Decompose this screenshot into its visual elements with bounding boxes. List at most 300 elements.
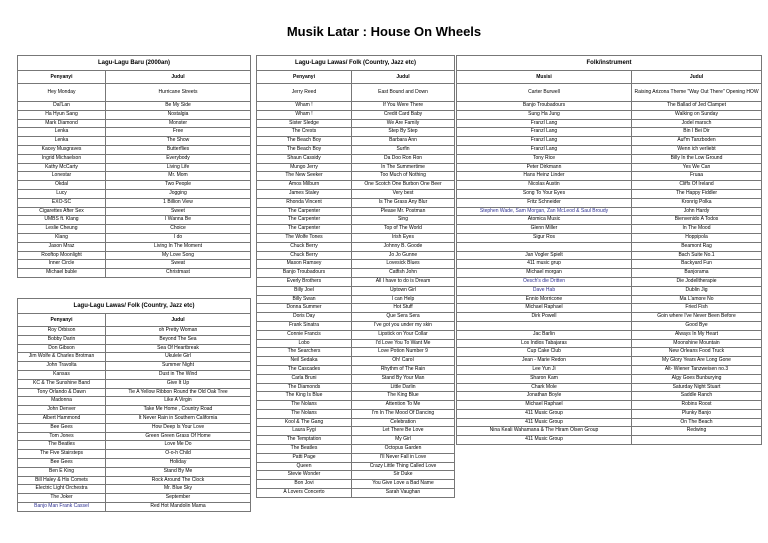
artist-cell: Jac Barlin (457, 330, 632, 339)
table-title: Folk/instrument (457, 56, 762, 71)
artist-cell: Lucy (18, 189, 106, 198)
table-row (457, 189, 762, 198)
song-title-cell: Let There Be Love (352, 427, 455, 436)
artist-cell: Rhonda Vincent (257, 198, 352, 207)
artist-cell: Chuck Berry (257, 251, 352, 260)
table-row (457, 401, 762, 410)
song-title-cell: Beamont Rag (632, 242, 762, 251)
table-row (18, 251, 251, 260)
artist-cell: Everly Brothers (257, 277, 352, 286)
table-row (457, 304, 762, 313)
artist-cell: Mason Ramsey (257, 260, 352, 269)
artist-cell: Cup Cake Club (457, 348, 632, 357)
table-title: Lagu-Lagu Lawas/ Folk (Country, Jazz etc) (18, 299, 251, 314)
song-title-cell: Everybody (106, 154, 251, 163)
song-title-cell: Please Mr. Postman (352, 207, 455, 216)
table-row (18, 137, 251, 146)
song-title-cell: Uptown Girl (352, 286, 455, 295)
song-title-cell: Rhythm of The Rain (352, 365, 455, 374)
artist-cell: Lenka (18, 137, 106, 146)
song-title-cell: Always In My Heart (632, 330, 762, 339)
table-row (457, 357, 762, 366)
artist-cell (457, 321, 632, 330)
song-title-cell: Two People (106, 181, 251, 190)
song-title-cell: Fried Fish (632, 304, 762, 313)
song-title-cell: September (106, 494, 251, 503)
artist-cell: The Five Stairsteps (18, 450, 106, 459)
artist-cell: The Carpenter (257, 216, 352, 225)
artist-cell: Glenn Miller (457, 225, 632, 234)
table-row (18, 269, 251, 278)
song-title-cell: Raising Arizona Theme "Way Out There" Opening HOW (632, 84, 762, 102)
table-row (18, 370, 251, 379)
artist-cell: 411 Music Group (457, 436, 632, 445)
artist-cell: Jean - Marie Redon (457, 357, 632, 366)
song-title-cell: Hot Stuff (352, 304, 455, 313)
song-title-cell: Walking on Sunday (632, 110, 762, 119)
table-row (257, 225, 455, 234)
artist-cell: Neil Sedaka (257, 357, 352, 366)
song-title-cell: Billy In the Low Ground (632, 154, 762, 163)
table-row (457, 321, 762, 330)
table-row (457, 216, 762, 225)
artist-cell: Jim Wolfe & Charles Brotman (18, 353, 106, 362)
table-title: Lagu-Lagu Baru (2000an) (18, 56, 251, 71)
song-title-cell: You Give Love a Bad Name (352, 480, 455, 489)
song-title-cell: The King Blue (352, 392, 455, 401)
table-row (257, 409, 455, 418)
song-title-cell: Living In The Moment (106, 242, 251, 251)
artist-cell: 411 Music Group (457, 409, 632, 418)
song-title-cell: Mr. Mom (106, 172, 251, 181)
song-title-cell: I'm In The Mood Of Dancing (352, 409, 455, 418)
table-row (257, 453, 455, 462)
artist-cell: Tom Jones (18, 432, 106, 441)
song-title-cell: Wenn ich verliebt (632, 145, 762, 154)
table-row (257, 242, 455, 251)
song-title-cell: Too Much of Nothing (352, 172, 455, 181)
table-row (457, 102, 762, 111)
table-row (18, 450, 251, 459)
artist-cell: Kansas (18, 370, 106, 379)
table-row (257, 357, 455, 366)
table-row (457, 436, 762, 445)
song-title-cell: Da Doo Ron Ron (352, 154, 455, 163)
song-title-cell: Hoppipola (632, 233, 762, 242)
song-title-cell: Very best (352, 189, 455, 198)
artist-cell: Billy Swan (257, 295, 352, 304)
song-title-cell: On The Beach (632, 418, 762, 427)
column-header: Judul (106, 314, 251, 327)
artist-cell: Banjo Troubadours (457, 102, 632, 111)
artist-cell: Mungo Jerry (257, 163, 352, 172)
table-row (18, 110, 251, 119)
artist-cell: The Joker (18, 494, 106, 503)
song-title-cell: Surfin (352, 145, 455, 154)
column-header: Judul (106, 71, 251, 84)
artist-cell: Rooftop Moonlight (18, 251, 106, 260)
song-title-cell: Sing (352, 216, 455, 225)
song-title-cell: All I have to do is Dream (352, 277, 455, 286)
artist-cell: The Cascades (257, 365, 352, 374)
table-row (18, 362, 251, 371)
song-title-cell: How Deep Is Your Love (106, 423, 251, 432)
song-title-cell: Love Me Do (106, 441, 251, 450)
song-title-cell: Green Green Grass Of Home (106, 432, 251, 441)
column-header: Penyanyi (257, 71, 352, 84)
table-row (18, 181, 251, 190)
song-title-cell: I Wanna Be (106, 216, 251, 225)
table-row (18, 458, 251, 467)
table-row (257, 401, 455, 410)
song-title-cell: It Never Rain in Southern California (106, 414, 251, 423)
artist-cell: The Temptation (257, 436, 352, 445)
song-title-cell: Top of The World (352, 225, 455, 234)
artist-cell: Chuck Berry (257, 242, 352, 251)
song-title-cell: Tie A Yellow Ribbon Round the Old Oak Tree (106, 388, 251, 397)
table-row (257, 383, 455, 392)
song-title-cell: 1 Billion View (106, 198, 251, 207)
table-row (457, 313, 762, 322)
table-row (257, 233, 455, 242)
artist-cell: Albert Hammond (18, 414, 106, 423)
table-row (257, 137, 455, 146)
song-title-cell: Is The Grass Any Blur (352, 198, 455, 207)
song-title-cell: Johnny B. Goode (352, 242, 455, 251)
table-row (257, 277, 455, 286)
song-title-cell: Give It Up (106, 379, 251, 388)
table-row (457, 137, 762, 146)
artist-cell: Jason Mraz (18, 242, 106, 251)
song-title-cell: Yes We Can (632, 163, 762, 172)
table-row (18, 145, 251, 154)
artist-cell: The King Is Blue (257, 392, 352, 401)
song-title-cell: Backyard Fun (632, 260, 762, 269)
song-title-cell: Plunky Banjo (632, 409, 762, 418)
song-title-cell: Robins Roost (632, 401, 762, 410)
table-row (257, 189, 455, 198)
song-title-cell: Sweet (106, 207, 251, 216)
artist-cell: Tony Orlando & Dawn (18, 388, 106, 397)
artist-cell: Nicolas Austin (457, 181, 632, 190)
table-row (257, 84, 455, 102)
song-title-cell: I've got you under my skin (352, 321, 455, 330)
table-row (257, 313, 455, 322)
artist-cell: Dave Hab (457, 286, 632, 295)
artist-cell: Fritz Schneider (457, 198, 632, 207)
artist-cell: The Diamonds (257, 383, 352, 392)
artist-cell: Wham ! (257, 110, 352, 119)
artist-cell: The Carpenter (257, 207, 352, 216)
table-row (18, 485, 251, 494)
artist-cell: Connie Francis (257, 330, 352, 339)
artist-cell: Song To Your Eyes (457, 189, 632, 198)
artist-cell: Lonestar (18, 172, 106, 181)
song-title-cell: The Show (106, 137, 251, 146)
artist-cell: KC & The Sunshine Band (18, 379, 106, 388)
song-title-cell: Auf'm Tanzboden (632, 137, 762, 146)
artist-cell: The Beatles (18, 441, 106, 450)
table-row (18, 397, 251, 406)
artist-cell: Mark Diamond (18, 119, 106, 128)
table-row (18, 414, 251, 423)
table-row (18, 467, 251, 476)
song-title-cell: If You Were There (352, 102, 455, 111)
song-title-cell: The Ballad of Jed Clampet (632, 102, 762, 111)
song-title-cell: Christmast (106, 269, 251, 278)
artist-cell: 411 Music Group (457, 418, 632, 427)
song-title-cell: Attention To Me (352, 401, 455, 410)
table-row (18, 494, 251, 503)
artist-cell: Dirk Powell (457, 313, 632, 322)
song-title-cell: Crazy Little Thing Called Love (352, 462, 455, 471)
table-row (257, 374, 455, 383)
song-title-cell: We Are Family (352, 119, 455, 128)
table-row (18, 432, 251, 441)
artist-cell: John Travolta (18, 362, 106, 371)
table-row (257, 207, 455, 216)
artist-cell: John Denver (18, 406, 106, 415)
column-header: Judul (352, 71, 455, 84)
song-title-cell: Saturday Night Stuart (632, 383, 762, 392)
artist-cell: Michael buble (18, 269, 106, 278)
table-row (257, 163, 455, 172)
artist-cell: Carla Bruni (257, 374, 352, 383)
table-row (18, 502, 251, 511)
table-row (18, 379, 251, 388)
artist-cell: Peter Dirkmann (457, 163, 632, 172)
song-title-cell: Be My Side (106, 102, 251, 111)
song-title-cell: Cliffs Of Ireland (632, 181, 762, 190)
artist-cell: Jerry Reed (257, 84, 352, 102)
artist-cell: Tony Rice (457, 154, 632, 163)
table-row (18, 476, 251, 485)
artist-cell: Bee Gees (18, 423, 106, 432)
table-row (457, 163, 762, 172)
table-folk-instrument (456, 55, 762, 445)
artist-cell: Okdal (18, 181, 106, 190)
table-row (18, 225, 251, 234)
artist-cell: Franzl Lang (457, 128, 632, 137)
artist-cell: Ben E King (18, 467, 106, 476)
table-row (457, 339, 762, 348)
artist-cell: A Lovers Concerto (257, 489, 352, 498)
song-title-cell: Living Life (106, 163, 251, 172)
song-title-cell: East Bound and Down (352, 84, 455, 102)
table-row (18, 128, 251, 137)
song-title-cell: Sea Of Heartbreak (106, 344, 251, 353)
artist-cell: Don Gibson (18, 344, 106, 353)
table-row (457, 251, 762, 260)
song-title-cell: Like A Virgin (106, 397, 251, 406)
table-row (18, 233, 251, 242)
song-title-cell: Jogging (106, 189, 251, 198)
song-title-cell: Jodel marsch (632, 119, 762, 128)
artist-cell: Cigarettes After Sex (18, 207, 106, 216)
artist-cell: Kathy McCarty (18, 163, 106, 172)
table-row (18, 84, 251, 102)
song-title-cell: Love Potion Number 9 (352, 348, 455, 357)
artist-cell: Ingrid Michaelson (18, 154, 106, 163)
artist-cell: Franzl Lang (457, 145, 632, 154)
artist-cell: Michael Raphael (457, 304, 632, 313)
table-row (257, 330, 455, 339)
artist-cell: Lobo (257, 339, 352, 348)
artist-cell: James Staley (257, 189, 352, 198)
song-title-cell: oh Pretty Woman (106, 327, 251, 336)
artist-cell: Stevie Wonder (257, 471, 352, 480)
artist-cell: Jonathan Boyle (457, 392, 632, 401)
artist-cell: Hey Monday (18, 84, 106, 102)
column-header: Judul (632, 71, 762, 84)
artist-cell: Wham ! (257, 102, 352, 111)
column-header: Penyanyi (18, 71, 106, 84)
song-title-cell: My Girl (352, 436, 455, 445)
table-row (257, 154, 455, 163)
song-title-cell: Die Jodelltherapie (632, 277, 762, 286)
artist-cell: Bee Gees (18, 458, 106, 467)
song-title-cell: Sarah Vaughan (352, 489, 455, 498)
page-title: Musik Latar : House On Wheels (286, 24, 482, 39)
artist-cell: Bon Jovi (257, 480, 352, 489)
table-row (457, 427, 762, 436)
song-title-cell: In The Summertime (352, 163, 455, 172)
artist-cell: Kacey Musgraves (18, 145, 106, 154)
table-row (18, 163, 251, 172)
artist-cell: Jan Vogler Spielt (457, 251, 632, 260)
artist-cell: Roy Orbison (18, 327, 106, 336)
table-row (257, 128, 455, 137)
table-row (257, 286, 455, 295)
table-row (257, 269, 455, 278)
table-row (18, 102, 251, 111)
song-title-cell: Mr. Blue Sky (106, 485, 251, 494)
table-row (457, 172, 762, 181)
artist-cell: EXO-SC (18, 198, 106, 207)
song-title-cell: Algy Goes Bunburying (632, 374, 762, 383)
table-row (257, 445, 455, 454)
artist-cell: Billy Joel (257, 286, 352, 295)
artist-cell: The Nolans (257, 401, 352, 410)
song-title-cell: Lipstick on Your Collar (352, 330, 455, 339)
table-row (257, 102, 455, 111)
artist-cell: Chark Mole (457, 383, 632, 392)
table-row (457, 269, 762, 278)
song-title-cell: Catfish John (352, 269, 455, 278)
table-row (257, 489, 455, 498)
song-title-cell: Lovesick Blues (352, 260, 455, 269)
table-row (18, 189, 251, 198)
artist-cell: Electric Light Orchestra (18, 485, 106, 494)
song-title-cell: Saddle Ranch (632, 392, 762, 401)
table-row (18, 441, 251, 450)
song-title-cell: One Scotch One Burbon One Beer (352, 181, 455, 190)
table-row (257, 365, 455, 374)
artist-cell: The New Seeker (257, 172, 352, 181)
artist-cell (457, 242, 632, 251)
table-row (457, 392, 762, 401)
artist-cell: Bill Haley & His Comets (18, 476, 106, 485)
table-row (457, 207, 762, 216)
song-title-cell: Nostalgia (106, 110, 251, 119)
table-row (457, 198, 762, 207)
artist-cell: Sharon Kam (457, 374, 632, 383)
table-row (457, 119, 762, 128)
song-title-cell: Banjorama (632, 269, 762, 278)
table-row (18, 198, 251, 207)
song-title-cell: Take Me Home , Country Road (106, 406, 251, 415)
song-title-cell: Redwing (632, 427, 762, 436)
song-title-cell: Octopus Garden (352, 445, 455, 454)
song-title-cell: Beyond The Sea (106, 335, 251, 344)
table-row (457, 233, 762, 242)
song-title-cell: Free (106, 128, 251, 137)
song-title-cell: New Orleans Food Truck (632, 348, 762, 357)
table-row (457, 260, 762, 269)
song-title-cell: Bin I Bei Dir (632, 128, 762, 137)
table-row (257, 427, 455, 436)
table-row (457, 365, 762, 374)
song-title-cell: Red Hot Mandolin Mama (106, 502, 251, 511)
song-title-cell: I'd Love You To Want Me (352, 339, 455, 348)
artist-cell: Laura Fygi (257, 427, 352, 436)
song-title-cell: I can Help (352, 295, 455, 304)
song-title-cell: Barbara Ann (352, 137, 455, 146)
artist-cell: Banjo Man Frank Cassel (18, 502, 106, 511)
artist-cell: Franzl Lang (457, 119, 632, 128)
artist-cell: Shaun Cassidy (257, 154, 352, 163)
table-row (457, 348, 762, 357)
artist-cell: Lenka (18, 128, 106, 137)
table-row (257, 145, 455, 154)
table-row (457, 374, 762, 383)
table-row (18, 344, 251, 353)
table-row (257, 251, 455, 260)
table-row (257, 462, 455, 471)
song-title-cell: Que Sera Sera (352, 313, 455, 322)
table-row (18, 207, 251, 216)
artist-cell: Los Indios Tabajaras (457, 339, 632, 348)
artist-cell: Bobby Darin (18, 335, 106, 344)
table-lagu-lawas-2 (256, 55, 455, 498)
table-row (457, 330, 762, 339)
artist-cell: Doris Day (257, 313, 352, 322)
song-title-cell: Celebration (352, 418, 455, 427)
table-row (457, 286, 762, 295)
artist-cell: Sung Ha Jung (457, 110, 632, 119)
song-title-cell: My Glory Years Are Long Gone (632, 357, 762, 366)
song-title-cell: Ma L'amore No (632, 295, 762, 304)
artist-cell: Donna Summer (257, 304, 352, 313)
table-row (257, 216, 455, 225)
artist-cell: Michael Raphael (457, 401, 632, 410)
table-row (18, 172, 251, 181)
table-row (18, 406, 251, 415)
song-title-cell: Monster (106, 119, 251, 128)
artist-cell: The Crests (257, 128, 352, 137)
table-row (257, 339, 455, 348)
table-row (457, 84, 762, 102)
table-row (18, 119, 251, 128)
song-title-cell: Choice (106, 225, 251, 234)
table-title: Lagu-Lagu Lawas/ Folk (Country, Jazz etc) (257, 56, 455, 71)
table-row (457, 418, 762, 427)
table-row (457, 225, 762, 234)
table-row (257, 436, 455, 445)
song-title-cell: Stand By Me (106, 467, 251, 476)
column-header: Musisi (457, 71, 632, 84)
song-title-cell: My Love Song (106, 251, 251, 260)
